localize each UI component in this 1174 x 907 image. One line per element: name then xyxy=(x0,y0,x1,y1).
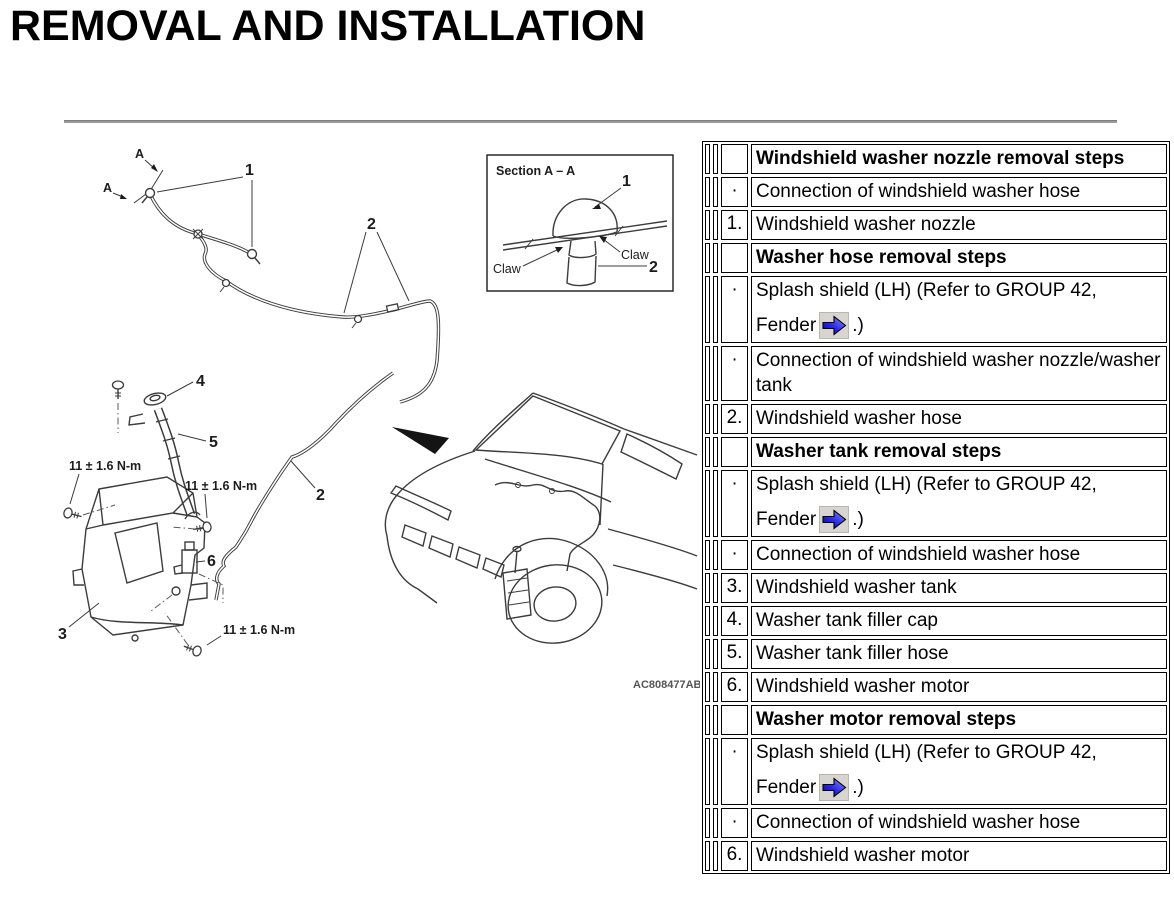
washer-system-figure xyxy=(55,133,700,700)
table-row xyxy=(705,346,1167,401)
callout-motor xyxy=(196,553,216,570)
location-arrow xyxy=(392,427,449,454)
row-marker-cell: 5. xyxy=(721,639,748,669)
blue-right-arrow-icon xyxy=(821,509,847,530)
table-row xyxy=(705,672,1167,702)
row-spacer-cell xyxy=(713,470,718,537)
row-spacer-cell xyxy=(705,672,710,702)
row-spacer-cell xyxy=(713,808,718,838)
section-a-a-inset xyxy=(487,155,673,291)
hose-clip-star xyxy=(193,229,203,239)
fender-text: Fender xyxy=(756,777,817,798)
row-spacer-cell xyxy=(713,210,718,240)
callout-2-lower-label: 2 xyxy=(316,487,325,504)
car-outline-drawing xyxy=(385,393,697,649)
section-header-text: Washer tank removal steps xyxy=(751,437,1167,467)
filler-cap-and-hose xyxy=(113,381,192,515)
table-row xyxy=(705,470,1167,537)
table-row xyxy=(705,841,1167,871)
callout-filler-cap xyxy=(167,373,205,396)
title-rule xyxy=(64,120,1117,123)
table-row xyxy=(705,606,1167,636)
row-marker-cell xyxy=(721,144,748,174)
inset-callout-1: 1 xyxy=(622,173,631,190)
row-spacer-cell xyxy=(705,437,710,467)
blue-right-arrow-icon xyxy=(821,777,847,798)
row-text-cell: Connection of windshield washer hose xyxy=(751,177,1167,207)
row-spacer-cell xyxy=(705,243,710,273)
fender-reference-line xyxy=(756,774,1162,801)
blue-right-arrow-icon xyxy=(821,315,847,336)
fender-suffix-text: .) xyxy=(852,509,864,530)
row-text-cell xyxy=(751,276,1167,343)
table-row xyxy=(705,243,1167,273)
section-header-text: Washer hose removal steps xyxy=(751,243,1167,273)
row-spacer-cell xyxy=(705,540,710,570)
row-marker-cell: 6. xyxy=(721,672,748,702)
row-spacer-cell xyxy=(713,276,718,343)
mount-bolt xyxy=(63,507,83,521)
nozzles-and-clips xyxy=(142,189,398,329)
row-text-cell: Connection of windshield washer nozzle/washer tank xyxy=(751,346,1167,401)
row-spacer-cell xyxy=(713,404,718,434)
row-marker-cell xyxy=(721,705,748,735)
table-row xyxy=(705,540,1167,570)
table-row xyxy=(705,705,1167,735)
table-row xyxy=(705,177,1167,207)
callout-hose-upper xyxy=(344,216,409,313)
row-spacer-cell xyxy=(705,404,710,434)
mount-bolt xyxy=(192,521,211,534)
hose-clip xyxy=(386,304,398,312)
row-marker-cell: · xyxy=(721,738,748,805)
row-marker-cell: · xyxy=(721,470,748,537)
row-spacer-cell xyxy=(713,705,718,735)
row-spacer-cell xyxy=(705,639,710,669)
callout-6-label: 6 xyxy=(207,553,216,570)
section-header-text: Washer motor removal steps xyxy=(751,705,1167,735)
section-a-label-2: A xyxy=(103,181,113,195)
callout-nozzle xyxy=(157,162,254,247)
row-marker-cell: 3. xyxy=(721,573,748,603)
row-text-cell: Windshield washer hose xyxy=(751,404,1167,434)
row-spacer-cell xyxy=(705,738,710,805)
table-row xyxy=(705,808,1167,838)
table-row xyxy=(705,437,1167,467)
fender-link-arrow-icon[interactable] xyxy=(819,312,849,339)
row-spacer-cell xyxy=(705,144,710,174)
mount-bolt xyxy=(182,642,202,658)
table-row xyxy=(705,144,1167,174)
row-text-cell: Washer tank filler hose xyxy=(751,639,1167,669)
row-marker-cell xyxy=(721,243,748,273)
row-marker-cell: · xyxy=(721,540,748,570)
fender-reference-line xyxy=(756,506,1162,533)
table-row xyxy=(705,573,1167,603)
row-marker-cell: · xyxy=(721,177,748,207)
row-text-cell: Windshield washer motor xyxy=(751,841,1167,871)
row-spacer-cell xyxy=(705,841,710,871)
table-row xyxy=(705,738,1167,805)
row-spacer-cell xyxy=(705,470,710,537)
fender-link-arrow-icon[interactable] xyxy=(819,506,849,533)
row-text-cell: Windshield washer tank xyxy=(751,573,1167,603)
row-spacer-cell xyxy=(713,573,718,603)
row-marker-cell: · xyxy=(721,276,748,343)
figure-code: AC808477AB xyxy=(633,679,700,691)
callout-5-label: 5 xyxy=(209,434,218,451)
washer-hose-paths xyxy=(150,194,439,600)
claw-label-right: Claw xyxy=(621,248,649,262)
fender-reference-line xyxy=(756,312,1162,339)
hose-clip xyxy=(220,280,230,293)
splash-shield-text: Splash shield (LH) (Refer to GROUP 42, xyxy=(756,474,1097,495)
row-spacer-cell xyxy=(705,573,710,603)
torque-spec-text: 11 ± 1.6 N-m xyxy=(223,623,296,637)
row-spacer-cell xyxy=(705,705,710,735)
row-spacer-cell xyxy=(705,276,710,343)
row-marker-cell: 4. xyxy=(721,606,748,636)
row-text-cell: Windshield washer motor xyxy=(751,672,1167,702)
row-spacer-cell xyxy=(713,243,718,273)
section-a-label-1: A xyxy=(135,147,145,161)
splash-shield-text: Splash shield (LH) (Refer to GROUP 42, xyxy=(756,742,1097,763)
callout-filler-hose xyxy=(178,434,218,451)
section-header-text: Windshield washer nozzle removal steps xyxy=(751,144,1167,174)
row-spacer-cell xyxy=(713,639,718,669)
row-marker-cell: 1. xyxy=(721,210,748,240)
fender-suffix-text: .) xyxy=(852,315,864,336)
table-row xyxy=(705,404,1167,434)
row-marker-cell xyxy=(721,437,748,467)
splash-shield-text: Splash shield (LH) (Refer to GROUP 42, xyxy=(756,280,1097,301)
row-marker-cell: · xyxy=(721,808,748,838)
torque-spec-text: 11 ± 1.6 N-m xyxy=(69,459,142,473)
fender-text: Fender xyxy=(756,509,817,530)
steps-table xyxy=(702,141,1170,874)
row-spacer-cell xyxy=(713,672,718,702)
row-text-cell: Connection of windshield washer hose xyxy=(751,540,1167,570)
row-marker-cell: 2. xyxy=(721,404,748,434)
row-spacer-cell xyxy=(713,738,718,805)
callout-1-label: 1 xyxy=(245,162,254,179)
row-text-cell: Connection of windshield washer hose xyxy=(751,808,1167,838)
fender-text: Fender xyxy=(756,315,817,336)
row-spacer-cell xyxy=(713,540,718,570)
claw-label-left: Claw xyxy=(493,262,521,276)
inset-callout-2: 2 xyxy=(649,259,658,276)
callout-tank xyxy=(58,603,99,643)
torque-spec-text: 11 ± 1.6 N-m xyxy=(185,479,258,493)
cap-bolt xyxy=(113,381,124,399)
row-text-cell: Washer tank filler cap xyxy=(751,606,1167,636)
row-text-cell xyxy=(751,470,1167,537)
row-spacer-cell xyxy=(713,177,718,207)
callout-2-upper-label: 2 xyxy=(367,216,376,233)
row-text-cell xyxy=(751,738,1167,805)
row-text-cell: Windshield washer nozzle xyxy=(751,210,1167,240)
row-spacer-cell xyxy=(713,437,718,467)
row-spacer-cell xyxy=(713,144,718,174)
table-row xyxy=(705,210,1167,240)
row-marker-cell: 6. xyxy=(721,841,748,871)
row-spacer-cell xyxy=(713,346,718,401)
row-spacer-cell xyxy=(705,346,710,401)
row-spacer-cell xyxy=(713,606,718,636)
fender-suffix-text: .) xyxy=(852,777,864,798)
row-spacer-cell xyxy=(713,841,718,871)
fender-link-arrow-icon[interactable] xyxy=(819,774,849,801)
row-spacer-cell xyxy=(705,210,710,240)
callout-3-label: 3 xyxy=(58,626,67,643)
section-inset-title: Section A – A xyxy=(496,164,576,178)
callout-hose-lower xyxy=(291,461,325,504)
page-title: REMOVAL AND INSTALLATION xyxy=(10,2,646,50)
row-spacer-cell xyxy=(705,177,710,207)
callout-4-label: 4 xyxy=(196,373,205,390)
row-spacer-cell xyxy=(705,606,710,636)
row-marker-cell: · xyxy=(721,346,748,401)
table-row xyxy=(705,639,1167,669)
washer-system-diagram xyxy=(55,133,700,700)
table-row xyxy=(705,276,1167,343)
row-spacer-cell xyxy=(705,808,710,838)
